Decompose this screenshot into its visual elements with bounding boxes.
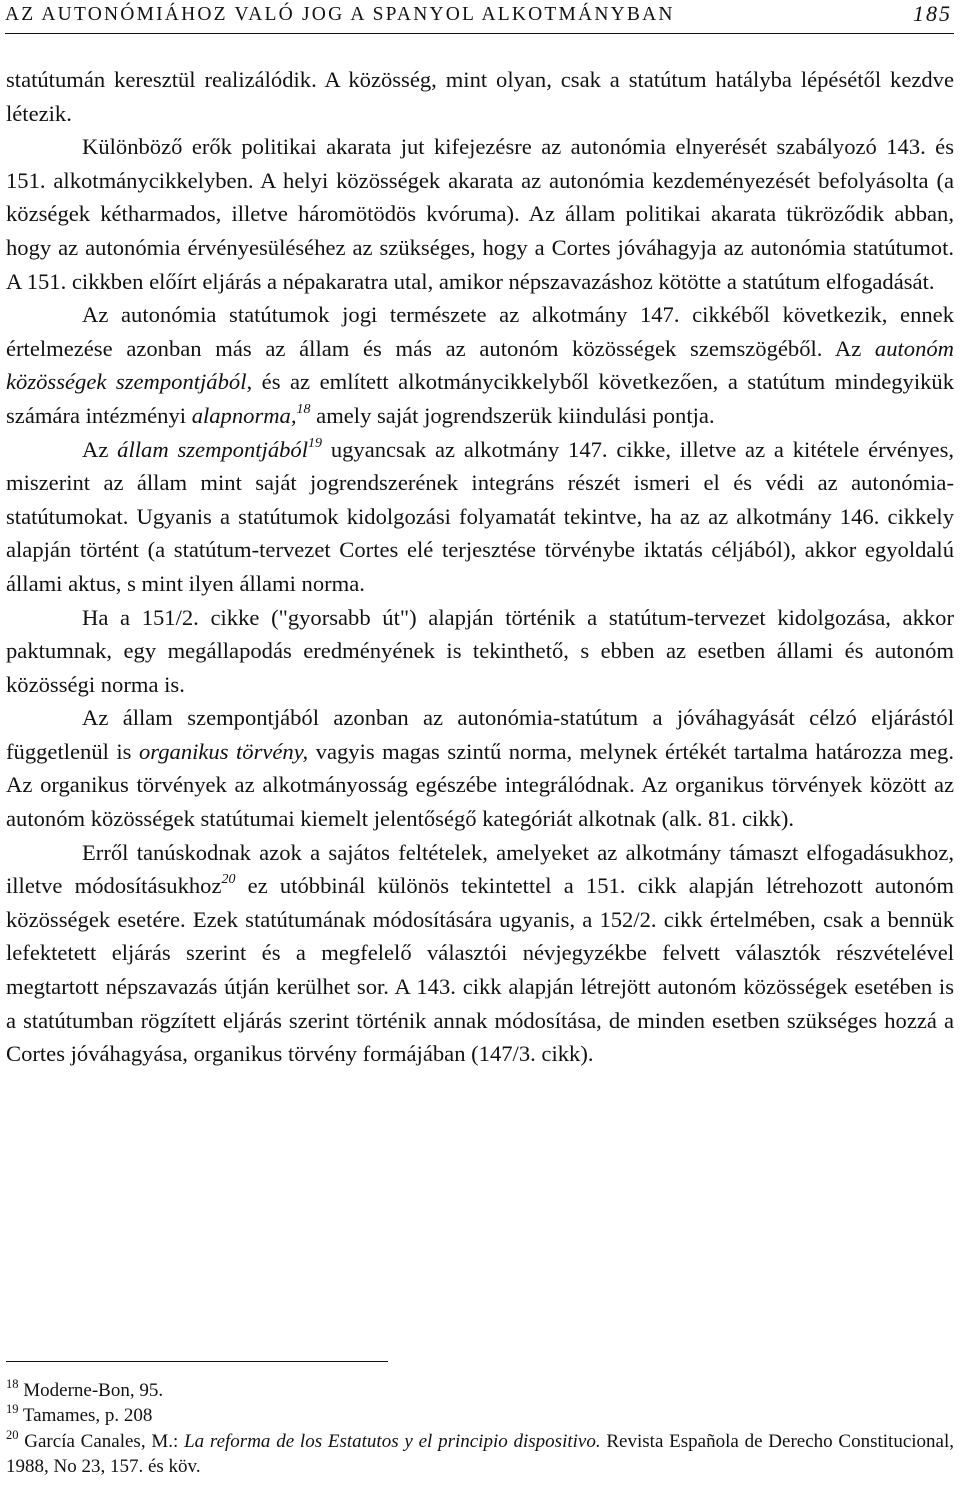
paragraph — [6, 130, 954, 298]
footnote — [6, 1429, 954, 1480]
footnote-reference: 18 — [6, 1377, 19, 1391]
italic-text: La reforma de los Estatutos y el principio dispositivo. — [184, 1430, 601, 1452]
paragraph — [6, 836, 954, 1071]
running-title: AZ AUTONÓMIÁHOZ VALÓ JOG A SPANYOL ALKOTMÁNYBAN — [5, 4, 675, 25]
footnote-reference: 19 — [6, 1402, 19, 1417]
running-header — [5, 0, 954, 34]
footnotes — [6, 1378, 954, 1480]
text-run: amely saját jogrendszerük kiindulási pontja. — [310, 402, 715, 428]
footnote-reference: 19 — [308, 435, 322, 451]
text-run: ugyancsak az alkotmány 147. cikke, illetve az a kitétele érvényes, miszerint az állam mint saját jogrendszerének integráns részét ismeri el és védi az autonómia-statútumokat. Ugyanis a statútumok kidolgozási folyamatát tekintve, ha az az alkotmány 146. cikkely alapján történt (a statútum-tervezet Cortes elé terjesztése törvénybe iktatás céljából), akkor egyoldalú állami aktus, s mint ilyen állami norma. — [6, 436, 955, 596]
italic-text: alapnorma, — [191, 402, 297, 428]
text-run: Tamames, p. 208 — [18, 1405, 153, 1427]
paragraph — [6, 63, 954, 130]
italic-text: autonóm közösségek szempontjából, — [6, 335, 954, 395]
paragraph — [6, 701, 954, 835]
text-run: Moderne-Bon, 95. — [18, 1380, 164, 1401]
text-run: Az autonómia statútumok jogi természete az alkotmány 147. cikkéből következik, ennek értelmezése azonban más az állam és más az autonóm közösségek szemszögéből. Az — [6, 302, 954, 361]
text-run: ez utóbbinál különös tekintettel a 151. cikk alapján létrehozott autonóm közösségek esetére. Ezek statútumának módosítására ugyanis, a 152/2. cikk értelmében, csak a bennük lefektetett eljárás szerint és a megfelelő választói névjegyzékbe felvett választók részvételével megtartott népszavazás útján kerülhet sor. A 143. cikk alapján létrejött autonóm közösségek esetében is a statútumban rögzített eljárás szerint történik annak módosítása, de minden esetben szükséges hozzá a Cortes jóváhagyása, organikus törvény formájában (147/3. cikk). — [6, 873, 954, 1067]
italic-text: organikus törvény, — [138, 738, 309, 764]
footnote-reference: 18 — [296, 401, 311, 417]
text-run: Ha a 151/2. cikke ("gyorsabb út") alapján történik a statútum-tervezet kidolgozása, akkor paktumnak, egy megállapodás eredményének is tekinthető, s ebben az esetben állami és autonóm közösségi norma is. — [6, 604, 954, 697]
text-run: Az — [82, 436, 118, 462]
text-run: Különböző erők politikai akarata jut kifejezésre az autonómia elnyerését szabályozó 143. és 151. alkotmánycikkelyben. A helyi közösségek akarata az autonómia kezdeményezését befolyásolta (a községek kétharmados, illetve háromötödös kvóruma). Az állam politikai akarata tükröződik abban, hogy az autonómia érvényesüléséhez az szükséges, hogy a Cortes jóváhagyja az autonómia statútumot. A 151. cikkben előírt eljárás a népakaratra utal, amikor népszavazáshoz kötötte a statútum elfogadását. — [6, 134, 954, 294]
footnote-divider — [6, 1361, 388, 1362]
text-run: statútumán keresztül realizálódik. A közösség, mint olyan, csak a statútum hatályba lépésétől kezdve létezik. — [6, 67, 954, 126]
footnote-reference: 20 — [6, 1427, 19, 1442]
body-text — [6, 63, 954, 1071]
footnote — [6, 1403, 954, 1428]
text-run: Revista Española de Derecho Constitucional, 1988, No 23, 157. és köv. — [6, 1430, 954, 1478]
paragraph — [6, 601, 954, 702]
text-run: Az állam szempontjából azonban az autonómia-statútum a jóváhagyását célzó eljárástól függetlenül is — [6, 705, 954, 764]
footnote-reference: 20 — [221, 872, 236, 888]
text-run: Erről tanúskodnak azok a sajátos feltételek, amelyeket az alkotmány támaszt elfogadásukhoz, illetve módosításukhoz — [6, 839, 954, 899]
text-run: García Canales, M.: — [18, 1430, 185, 1452]
paragraph — [6, 433, 954, 601]
page-number: 185 — [913, 1, 952, 26]
italic-text: állam szempontjából — [117, 436, 308, 462]
paragraph — [6, 298, 954, 432]
text-run: vagyis magas szintű norma, melynek értékét tartalma határozza meg. Az organikus törvények az alkotmányosság egészébe integrálódnak. Az organikus törvények között az autonóm közösségek statútumai kiemelt jelentőségő kategóriát alkotnak (alk. 81. cikk). — [6, 738, 954, 832]
footnote — [6, 1378, 954, 1403]
text-run: és az említett alkotmánycikkelyből következően, a statútum mindegyikük számára intézményi — [6, 369, 954, 428]
